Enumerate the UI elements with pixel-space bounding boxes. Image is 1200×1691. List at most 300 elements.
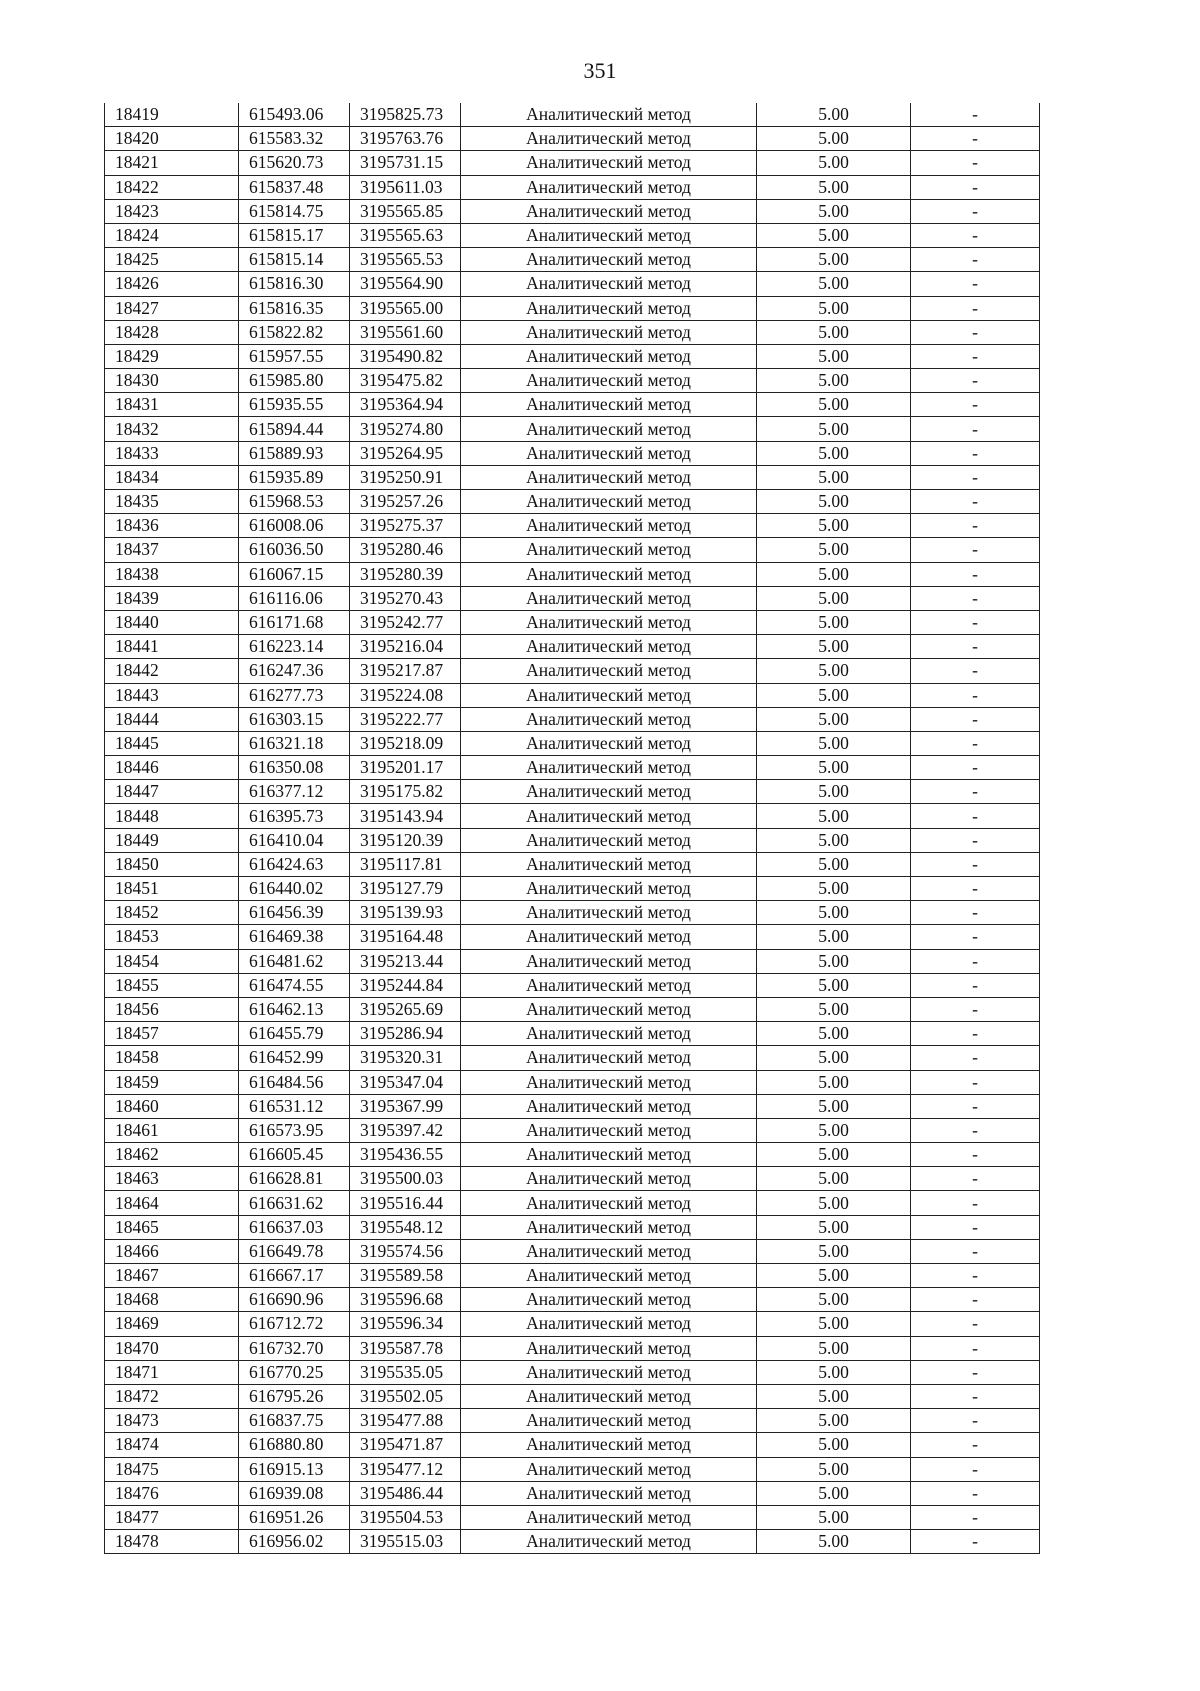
table-row (105, 344, 1040, 368)
method-cell: Аналитический метод (461, 828, 757, 852)
table-row (105, 1457, 1040, 1481)
y-coordinate-cell: 3195477.88 (350, 1409, 461, 1433)
accuracy-cell: 5.00 (757, 199, 911, 223)
point-number-cell: 18459 (105, 1070, 239, 1094)
x-coordinate-cell: 616455.79 (239, 1022, 350, 1046)
x-coordinate-cell: 616770.25 (239, 1360, 350, 1384)
method-cell: Аналитический метод (461, 1143, 757, 1167)
y-coordinate-cell: 3195475.82 (350, 369, 461, 393)
note-cell: - (911, 1022, 1040, 1046)
method-cell: Аналитический метод (461, 538, 757, 562)
x-coordinate-cell: 616462.13 (239, 997, 350, 1021)
note-cell: - (911, 127, 1040, 151)
y-coordinate-cell: 3195516.44 (350, 1191, 461, 1215)
y-coordinate-cell: 3195436.55 (350, 1143, 461, 1167)
point-number-cell: 18449 (105, 828, 239, 852)
x-coordinate-cell: 615816.30 (239, 272, 350, 296)
method-cell: Аналитический метод (461, 1191, 757, 1215)
y-coordinate-cell: 3195250.91 (350, 465, 461, 489)
accuracy-cell: 5.00 (757, 151, 911, 175)
note-cell: - (911, 828, 1040, 852)
x-coordinate-cell: 615894.44 (239, 417, 350, 441)
point-number-cell: 18419 (105, 103, 239, 127)
method-cell: Аналитический метод (461, 1239, 757, 1263)
x-coordinate-cell: 616637.03 (239, 1215, 350, 1239)
note-cell: - (911, 1167, 1040, 1191)
note-cell: - (911, 852, 1040, 876)
note-cell: - (911, 707, 1040, 731)
method-cell: Аналитический метод (461, 320, 757, 344)
accuracy-cell: 5.00 (757, 465, 911, 489)
point-number-cell: 18454 (105, 949, 239, 973)
point-number-cell: 18476 (105, 1481, 239, 1505)
point-number-cell: 18473 (105, 1409, 239, 1433)
note-cell: - (911, 1360, 1040, 1384)
method-cell: Аналитический метод (461, 223, 757, 247)
accuracy-cell: 5.00 (757, 1022, 911, 1046)
x-coordinate-cell: 616456.39 (239, 901, 350, 925)
note-cell: - (911, 248, 1040, 272)
y-coordinate-cell: 3195257.26 (350, 490, 461, 514)
table-row (105, 562, 1040, 586)
method-cell: Аналитический метод (461, 514, 757, 538)
y-coordinate-cell: 3195548.12 (350, 1215, 461, 1239)
note-cell: - (911, 949, 1040, 973)
point-number-cell: 18429 (105, 344, 239, 368)
point-number-cell: 18465 (105, 1215, 239, 1239)
accuracy-cell: 5.00 (757, 538, 911, 562)
method-cell: Аналитический метод (461, 465, 757, 489)
note-cell: - (911, 1191, 1040, 1215)
accuracy-cell: 5.00 (757, 369, 911, 393)
y-coordinate-cell: 3195280.39 (350, 562, 461, 586)
x-coordinate-cell: 616667.17 (239, 1264, 350, 1288)
method-cell: Аналитический метод (461, 199, 757, 223)
accuracy-cell: 5.00 (757, 296, 911, 320)
y-coordinate-cell: 3195596.68 (350, 1288, 461, 1312)
point-number-cell: 18434 (105, 465, 239, 489)
table-row (105, 1360, 1040, 1384)
method-cell: Аналитический метод (461, 1167, 757, 1191)
point-number-cell: 18442 (105, 659, 239, 683)
note-cell: - (911, 756, 1040, 780)
note-cell: - (911, 538, 1040, 562)
point-number-cell: 18427 (105, 296, 239, 320)
y-coordinate-cell: 3195561.60 (350, 320, 461, 344)
note-cell: - (911, 683, 1040, 707)
note-cell: - (911, 1288, 1040, 1312)
x-coordinate-cell: 616939.08 (239, 1481, 350, 1505)
x-coordinate-cell: 616732.70 (239, 1336, 350, 1360)
accuracy-cell: 5.00 (757, 127, 911, 151)
y-coordinate-cell: 3195117.81 (350, 852, 461, 876)
table-row (105, 1022, 1040, 1046)
method-cell: Аналитический метод (461, 901, 757, 925)
y-coordinate-cell: 3195201.17 (350, 756, 461, 780)
note-cell: - (911, 925, 1040, 949)
table-row (105, 756, 1040, 780)
method-cell: Аналитический метод (461, 659, 757, 683)
table-row (105, 1070, 1040, 1094)
table-row (105, 465, 1040, 489)
x-coordinate-cell: 616631.62 (239, 1191, 350, 1215)
table-row (105, 1118, 1040, 1142)
x-coordinate-cell: 616484.56 (239, 1070, 350, 1094)
method-cell: Аналитический метод (461, 296, 757, 320)
y-coordinate-cell: 3195320.31 (350, 1046, 461, 1070)
y-coordinate-cell: 3195587.78 (350, 1336, 461, 1360)
point-number-cell: 18463 (105, 1167, 239, 1191)
table-row (105, 1433, 1040, 1457)
table-row (105, 1239, 1040, 1263)
x-coordinate-cell: 615815.14 (239, 248, 350, 272)
accuracy-cell: 5.00 (757, 320, 911, 344)
y-coordinate-cell: 3195471.87 (350, 1433, 461, 1457)
note-cell: - (911, 1481, 1040, 1505)
y-coordinate-cell: 3195535.05 (350, 1360, 461, 1384)
x-coordinate-cell: 615583.32 (239, 127, 350, 151)
method-cell: Аналитический метод (461, 248, 757, 272)
accuracy-cell: 5.00 (757, 901, 911, 925)
table-row (105, 925, 1040, 949)
point-number-cell: 18474 (105, 1433, 239, 1457)
method-cell: Аналитический метод (461, 1360, 757, 1384)
x-coordinate-cell: 615814.75 (239, 199, 350, 223)
method-cell: Аналитический метод (461, 417, 757, 441)
accuracy-cell: 5.00 (757, 877, 911, 901)
point-number-cell: 18460 (105, 1094, 239, 1118)
x-coordinate-cell: 616424.63 (239, 852, 350, 876)
point-number-cell: 18440 (105, 610, 239, 634)
accuracy-cell: 5.00 (757, 223, 911, 247)
point-number-cell: 18421 (105, 151, 239, 175)
point-number-cell: 18441 (105, 635, 239, 659)
point-number-cell: 18461 (105, 1118, 239, 1142)
accuracy-cell: 5.00 (757, 852, 911, 876)
x-coordinate-cell: 616880.80 (239, 1433, 350, 1457)
accuracy-cell: 5.00 (757, 997, 911, 1021)
accuracy-cell: 5.00 (757, 441, 911, 465)
method-cell: Аналитический метод (461, 1457, 757, 1481)
note-cell: - (911, 610, 1040, 634)
method-cell: Аналитический метод (461, 103, 757, 127)
note-cell: - (911, 103, 1040, 127)
table-row (105, 175, 1040, 199)
x-coordinate-cell: 616377.12 (239, 780, 350, 804)
method-cell: Аналитический метод (461, 707, 757, 731)
point-number-cell: 18466 (105, 1239, 239, 1263)
accuracy-cell: 5.00 (757, 1118, 911, 1142)
x-coordinate-cell: 616573.95 (239, 1118, 350, 1142)
y-coordinate-cell: 3195216.04 (350, 635, 461, 659)
method-cell: Аналитический метод (461, 151, 757, 175)
note-cell: - (911, 731, 1040, 755)
y-coordinate-cell: 3195164.48 (350, 925, 461, 949)
x-coordinate-cell: 616452.99 (239, 1046, 350, 1070)
table-row (105, 852, 1040, 876)
method-cell: Аналитический метод (461, 1312, 757, 1336)
point-number-cell: 18426 (105, 272, 239, 296)
note-cell: - (911, 1046, 1040, 1070)
page-number: 351 (583, 58, 617, 83)
x-coordinate-cell: 615935.89 (239, 465, 350, 489)
x-coordinate-cell: 616247.36 (239, 659, 350, 683)
coordinates-table-body (105, 103, 1040, 1554)
table-row (105, 1046, 1040, 1070)
x-coordinate-cell: 615620.73 (239, 151, 350, 175)
accuracy-cell: 5.00 (757, 344, 911, 368)
note-cell: - (911, 151, 1040, 175)
table-row (105, 151, 1040, 175)
point-number-cell: 18431 (105, 393, 239, 417)
table-row (105, 1215, 1040, 1239)
point-number-cell: 18448 (105, 804, 239, 828)
table-row (105, 1191, 1040, 1215)
note-cell: - (911, 1094, 1040, 1118)
y-coordinate-cell: 3195504.53 (350, 1505, 461, 1529)
accuracy-cell: 5.00 (757, 562, 911, 586)
point-number-cell: 18475 (105, 1457, 239, 1481)
table-row (105, 1530, 1040, 1554)
method-cell: Аналитический метод (461, 1384, 757, 1408)
accuracy-cell: 5.00 (757, 272, 911, 296)
accuracy-cell: 5.00 (757, 683, 911, 707)
point-number-cell: 18450 (105, 852, 239, 876)
y-coordinate-cell: 3195574.56 (350, 1239, 461, 1263)
x-coordinate-cell: 616795.26 (239, 1384, 350, 1408)
method-cell: Аналитический метод (461, 1530, 757, 1554)
accuracy-cell: 5.00 (757, 635, 911, 659)
y-coordinate-cell: 3195731.15 (350, 151, 461, 175)
coordinates-table (104, 103, 1040, 1554)
x-coordinate-cell: 616481.62 (239, 949, 350, 973)
table-row (105, 1481, 1040, 1505)
point-number-cell: 18471 (105, 1360, 239, 1384)
accuracy-cell: 5.00 (757, 417, 911, 441)
point-number-cell: 18464 (105, 1191, 239, 1215)
method-cell: Аналитический метод (461, 272, 757, 296)
note-cell: - (911, 272, 1040, 296)
y-coordinate-cell: 3195515.03 (350, 1530, 461, 1554)
method-cell: Аналитический метод (461, 369, 757, 393)
note-cell: - (911, 804, 1040, 828)
note-cell: - (911, 1215, 1040, 1239)
note-cell: - (911, 1239, 1040, 1263)
table-row (105, 103, 1040, 127)
point-number-cell: 18430 (105, 369, 239, 393)
point-number-cell: 18437 (105, 538, 239, 562)
x-coordinate-cell: 616628.81 (239, 1167, 350, 1191)
note-cell: - (911, 586, 1040, 610)
note-cell: - (911, 1505, 1040, 1529)
accuracy-cell: 5.00 (757, 1215, 911, 1239)
accuracy-cell: 5.00 (757, 1409, 911, 1433)
table-row (105, 1264, 1040, 1288)
y-coordinate-cell: 3195589.58 (350, 1264, 461, 1288)
y-coordinate-cell: 3195596.34 (350, 1312, 461, 1336)
note-cell: - (911, 562, 1040, 586)
method-cell: Аналитический метод (461, 1264, 757, 1288)
point-number-cell: 18457 (105, 1022, 239, 1046)
point-number-cell: 18439 (105, 586, 239, 610)
x-coordinate-cell: 616712.72 (239, 1312, 350, 1336)
method-cell: Аналитический метод (461, 1046, 757, 1070)
point-number-cell: 18458 (105, 1046, 239, 1070)
x-coordinate-cell: 616395.73 (239, 804, 350, 828)
accuracy-cell: 5.00 (757, 1191, 911, 1215)
table-row (105, 610, 1040, 634)
accuracy-cell: 5.00 (757, 610, 911, 634)
y-coordinate-cell: 3195286.94 (350, 1022, 461, 1046)
table-row (105, 707, 1040, 731)
point-number-cell: 18478 (105, 1530, 239, 1554)
note-cell: - (911, 901, 1040, 925)
note-cell: - (911, 223, 1040, 247)
point-number-cell: 18432 (105, 417, 239, 441)
y-coordinate-cell: 3195242.77 (350, 610, 461, 634)
method-cell: Аналитический метод (461, 127, 757, 151)
y-coordinate-cell: 3195486.44 (350, 1481, 461, 1505)
table-row (105, 997, 1040, 1021)
note-cell: - (911, 465, 1040, 489)
method-cell: Аналитический метод (461, 586, 757, 610)
point-number-cell: 18472 (105, 1384, 239, 1408)
accuracy-cell: 5.00 (757, 103, 911, 127)
point-number-cell: 18445 (105, 731, 239, 755)
y-coordinate-cell: 3195139.93 (350, 901, 461, 925)
point-number-cell: 18451 (105, 877, 239, 901)
accuracy-cell: 5.00 (757, 1288, 911, 1312)
method-cell: Аналитический метод (461, 490, 757, 514)
x-coordinate-cell: 616690.96 (239, 1288, 350, 1312)
method-cell: Аналитический метод (461, 780, 757, 804)
note-cell: - (911, 1530, 1040, 1554)
accuracy-cell: 5.00 (757, 1312, 911, 1336)
method-cell: Аналитический метод (461, 925, 757, 949)
point-number-cell: 18443 (105, 683, 239, 707)
note-cell: - (911, 1070, 1040, 1094)
table-row (105, 804, 1040, 828)
table-row (105, 393, 1040, 417)
y-coordinate-cell: 3195274.80 (350, 417, 461, 441)
point-number-cell: 18433 (105, 441, 239, 465)
note-cell: - (911, 1336, 1040, 1360)
table-row (105, 780, 1040, 804)
accuracy-cell: 5.00 (757, 780, 911, 804)
accuracy-cell: 5.00 (757, 175, 911, 199)
x-coordinate-cell: 616440.02 (239, 877, 350, 901)
note-cell: - (911, 1312, 1040, 1336)
point-number-cell: 18424 (105, 223, 239, 247)
x-coordinate-cell: 615837.48 (239, 175, 350, 199)
point-number-cell: 18422 (105, 175, 239, 199)
note-cell: - (911, 780, 1040, 804)
table-row (105, 320, 1040, 344)
note-cell: - (911, 1433, 1040, 1457)
table-row (105, 1288, 1040, 1312)
note-cell: - (911, 514, 1040, 538)
table-row (105, 296, 1040, 320)
accuracy-cell: 5.00 (757, 248, 911, 272)
accuracy-cell: 5.00 (757, 1264, 911, 1288)
y-coordinate-cell: 3195490.82 (350, 344, 461, 368)
note-cell: - (911, 369, 1040, 393)
method-cell: Аналитический метод (461, 1022, 757, 1046)
point-number-cell: 18467 (105, 1264, 239, 1288)
note-cell: - (911, 635, 1040, 659)
method-cell: Аналитический метод (461, 1336, 757, 1360)
table-row (105, 417, 1040, 441)
accuracy-cell: 5.00 (757, 1046, 911, 1070)
y-coordinate-cell: 3195565.63 (350, 223, 461, 247)
table-row (105, 272, 1040, 296)
x-coordinate-cell: 616350.08 (239, 756, 350, 780)
point-number-cell: 18446 (105, 756, 239, 780)
accuracy-cell: 5.00 (757, 1167, 911, 1191)
accuracy-cell: 5.00 (757, 393, 911, 417)
y-coordinate-cell: 3195222.77 (350, 707, 461, 731)
y-coordinate-cell: 3195275.37 (350, 514, 461, 538)
accuracy-cell: 5.00 (757, 804, 911, 828)
y-coordinate-cell: 3195270.43 (350, 586, 461, 610)
y-coordinate-cell: 3195825.73 (350, 103, 461, 127)
method-cell: Аналитический метод (461, 683, 757, 707)
accuracy-cell: 5.00 (757, 973, 911, 997)
x-coordinate-cell: 616036.50 (239, 538, 350, 562)
x-coordinate-cell: 616008.06 (239, 514, 350, 538)
table-row (105, 441, 1040, 465)
method-cell: Аналитический метод (461, 610, 757, 634)
point-number-cell: 18428 (105, 320, 239, 344)
note-cell: - (911, 997, 1040, 1021)
y-coordinate-cell: 3195364.94 (350, 393, 461, 417)
method-cell: Аналитический метод (461, 1481, 757, 1505)
point-number-cell: 18425 (105, 248, 239, 272)
table-row (105, 949, 1040, 973)
x-coordinate-cell: 616469.38 (239, 925, 350, 949)
table-row (105, 369, 1040, 393)
y-coordinate-cell: 3195175.82 (350, 780, 461, 804)
x-coordinate-cell: 616915.13 (239, 1457, 350, 1481)
accuracy-cell: 5.00 (757, 1384, 911, 1408)
point-number-cell: 18447 (105, 780, 239, 804)
point-number-cell: 18438 (105, 562, 239, 586)
table-row (105, 1505, 1040, 1529)
method-cell: Аналитический метод (461, 1409, 757, 1433)
y-coordinate-cell: 3195500.03 (350, 1167, 461, 1191)
y-coordinate-cell: 3195763.76 (350, 127, 461, 151)
method-cell: Аналитический метод (461, 1118, 757, 1142)
table-row (105, 199, 1040, 223)
note-cell: - (911, 175, 1040, 199)
table-row (105, 1336, 1040, 1360)
table-row (105, 127, 1040, 151)
method-cell: Аналитический метод (461, 1505, 757, 1529)
table-row (105, 659, 1040, 683)
table-row (105, 1094, 1040, 1118)
point-number-cell: 18456 (105, 997, 239, 1021)
point-number-cell: 18436 (105, 514, 239, 538)
y-coordinate-cell: 3195143.94 (350, 804, 461, 828)
accuracy-cell: 5.00 (757, 756, 911, 780)
method-cell: Аналитический метод (461, 804, 757, 828)
y-coordinate-cell: 3195217.87 (350, 659, 461, 683)
method-cell: Аналитический метод (461, 949, 757, 973)
point-number-cell: 18455 (105, 973, 239, 997)
x-coordinate-cell: 616951.26 (239, 1505, 350, 1529)
note-cell: - (911, 490, 1040, 514)
method-cell: Аналитический метод (461, 731, 757, 755)
